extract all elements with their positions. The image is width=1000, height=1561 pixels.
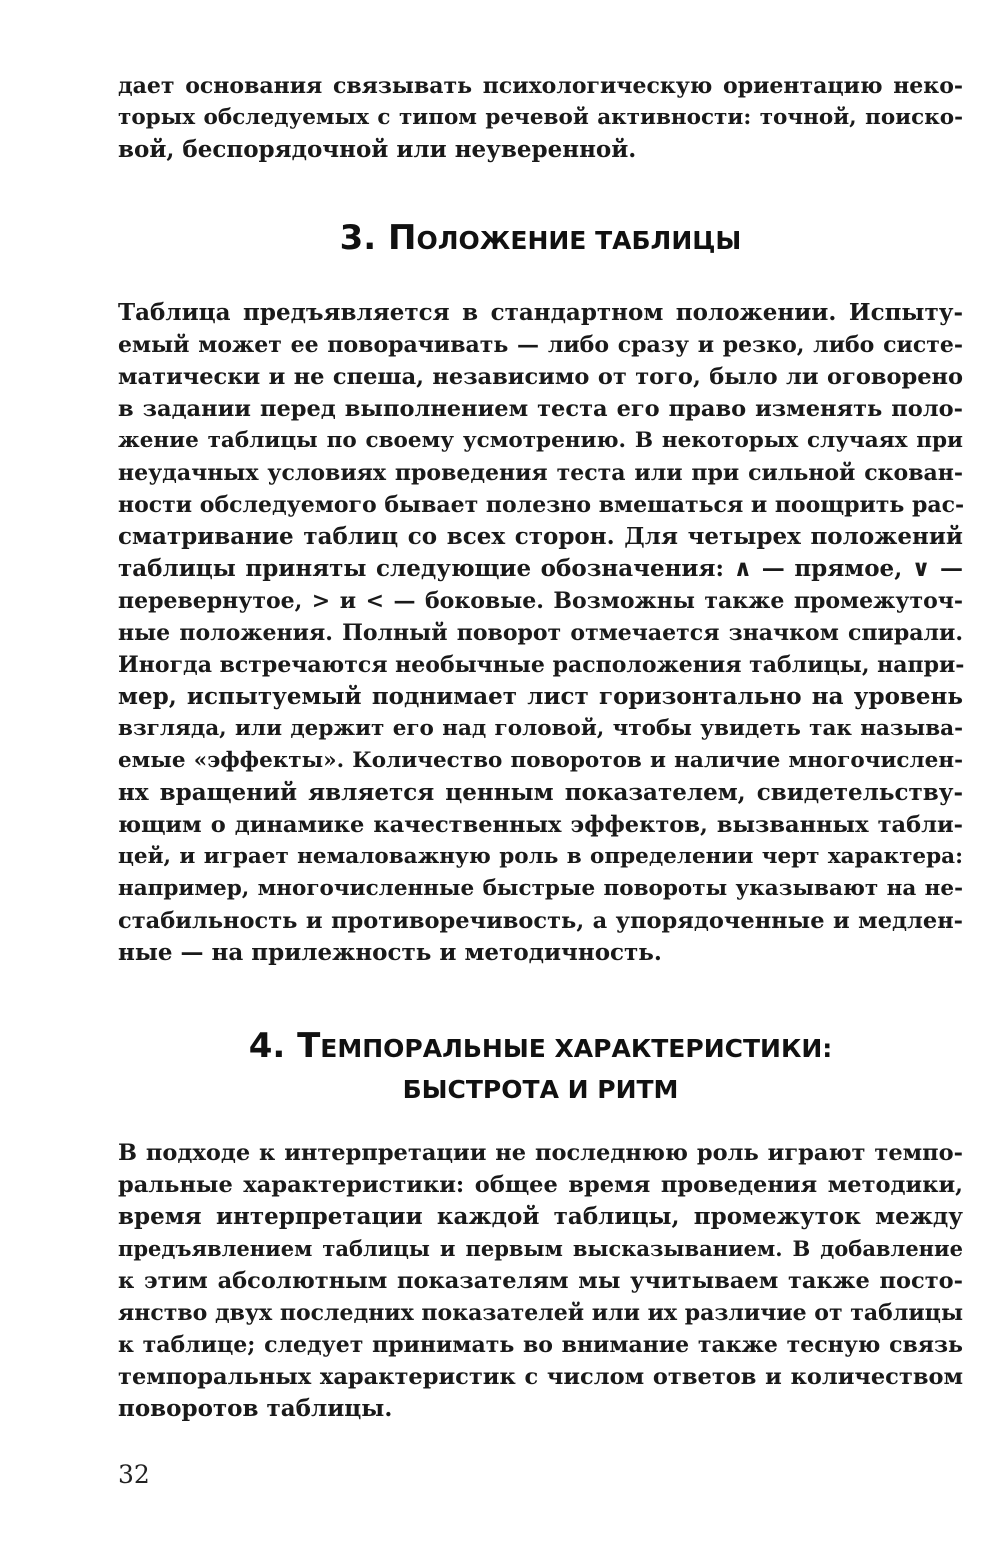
section-4-line: темпоральных характеристик с числом ответов и количеством: [118, 1364, 963, 1390]
section-3-line: емый может ее поворачивать — либо сразу и резко, либо систе-: [118, 332, 963, 358]
section-3-title: 3. ПОЛОЖЕНИЕ ТАБЛИЦЫ: [339, 218, 742, 258]
section-3-line: матически и не спеша, независимо от того, было ли оговорено: [118, 364, 963, 390]
section-3-line: стабильность и противоречивость, а упорядоченные и медлен-: [118, 908, 963, 934]
section-3-line: сматривание таблиц со всех сторон. Для четырех положений: [118, 523, 963, 550]
intro-line: дает основания связывать психологическую ориентацию неко-: [118, 73, 963, 99]
section-3-line: ные положения. Полный поворот отмечается значком спирали.: [118, 620, 963, 646]
section-3-line: Таблица предъявляется в стандартном положении. Испыту-: [118, 299, 963, 326]
section-3-line: мер, испытуемый поднимает лист горизонтально на уровень: [118, 683, 963, 710]
section-3-line: ные — на прилежность и методичность.: [118, 939, 662, 966]
section-4-line: предъявлением таблицы и первым высказыванием. В добавление: [118, 1236, 963, 1261]
section-4-line: янство двух последних показателей или их различие от таблицы: [118, 1300, 963, 1326]
section-4-subtitle: БЫСТРОТА И РИТМ: [402, 1075, 679, 1104]
section-4-line: поворотов таблицы.: [118, 1395, 393, 1422]
intro-line: торых обследуемых с типом речевой активности: точной, поиско-: [118, 105, 963, 130]
section-3-line: Иногда встречаются необычные расположения таблицы, напри-: [118, 652, 965, 678]
intro-line: вой, беспорядочной или неуверенной.: [118, 136, 637, 163]
section-3-line: в задании перед выполнением теста его право изменять поло-: [118, 396, 963, 422]
section-3-line: жение таблицы по своему усмотрению. В некоторых случаях при: [118, 428, 963, 453]
section-4-line: ральные характеристики: общее время проведения методики,: [118, 1172, 963, 1198]
section-4-line: к этим абсолютным показателям мы учитываем также посто-: [118, 1268, 963, 1294]
section-3-line: ности обследуемого бывает полезно вмешаться и поощрить рас-: [118, 492, 965, 518]
section-3-line: перевернутое, > и < — боковые. Возможны также промежуточ-: [118, 588, 963, 614]
section-3-line: цей, и играет немаловажную роль в определении черт характера:: [118, 844, 963, 869]
section-3-line: неудачных условиях проведения теста или при сильной скован-: [118, 460, 963, 486]
page-number: 32: [118, 1460, 150, 1489]
section-4-title: 4. ТЕМПОРАЛЬНЫЕ ХАРАКТЕРИСТИКИ:: [248, 1026, 833, 1066]
section-3-line: емые «эффекты». Количество поворотов и наличие многочислен-: [118, 748, 963, 773]
section-3-line: ющим о динамике качественных эффектов, вызванных табли-: [118, 812, 963, 838]
section-4-line: к таблице; следует принимать во внимание также тесную связь: [118, 1332, 963, 1358]
section-4-line: время интерпретации каждой таблицы, промежуток между: [118, 1203, 963, 1230]
section-3-line: взгляда, или держит его над головой, чтобы увидеть так называ-: [118, 716, 963, 741]
section-3-line: таблицы приняты следующие обозначения: ∧ — прямое, ∨ —: [118, 555, 963, 582]
section-4-line: В подходе к интерпретации не последнюю роль играют темпо-: [118, 1140, 963, 1166]
section-3-line: например, многочисленные быстрые повороты указывают на не-: [118, 876, 963, 901]
section-3-line: нх вращений является ценным показателем, свидетельству-: [118, 779, 963, 806]
